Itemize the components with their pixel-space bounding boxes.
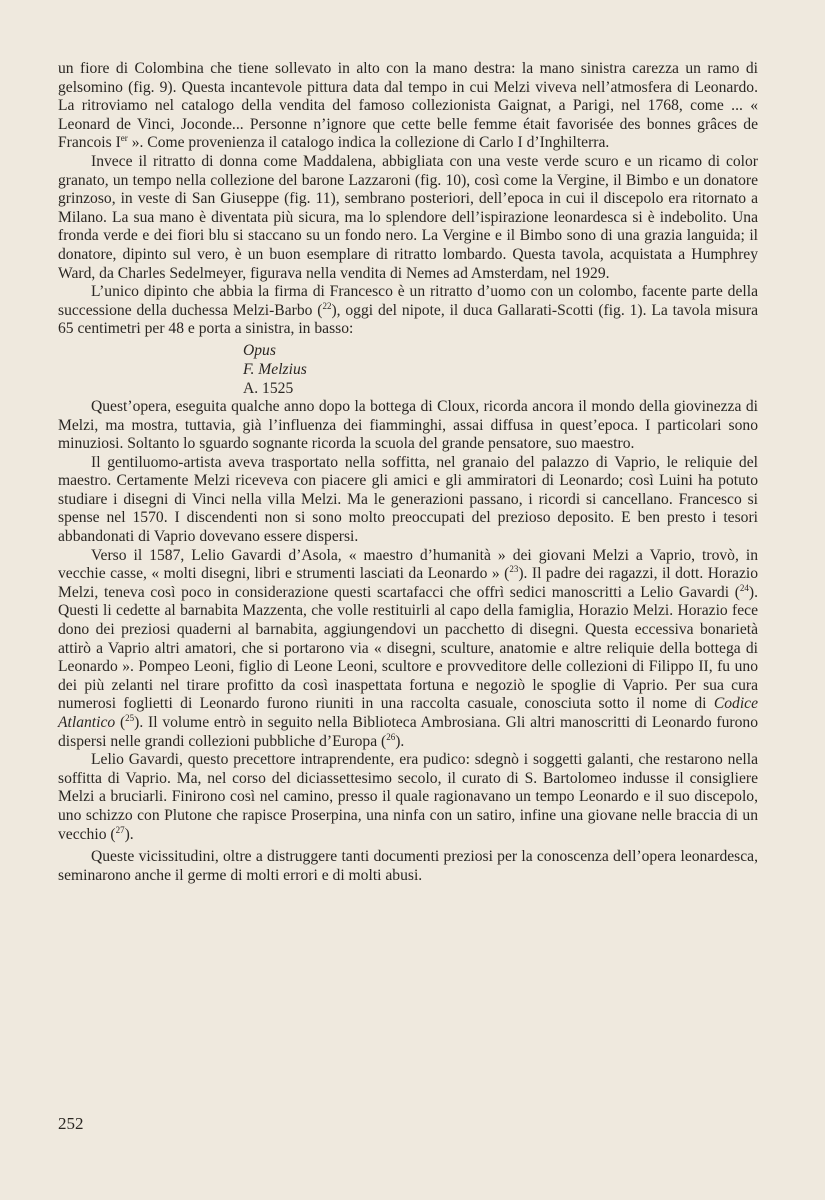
signature-inscription	[58, 341, 758, 398]
page-body	[58, 60, 758, 885]
page-number: 252	[58, 1114, 84, 1133]
codice-atlantico-title: Codice Atlantico	[58, 695, 758, 731]
paragraph-gentiluomo: Il gentiluomo-artista aveva trasportato nella soffitta, nel granaio del palazzo di Vaprio, le reliquie del maestro. Certamente Melzi riceveva con piacere gli amici e gli ammiratori di Leonardo; così Luini ha potuto studiare i disegni di Vinci nella villa Melzi. Ma le generazioni passano, i ricordi si cancellano. Francesco si spense nel 1570. I discendenti non si sono molto preoccupati del prezioso deposito. E ben presto i tesori abbandonati di Vaprio dovevano essere dispersi.	[58, 453, 758, 546]
paragraph-colombina: un fiore di Colombina che tiene sollevato in alto con la mano destra: la mano sinistra carezza un ramo di gelsomino (fig. 9). Questa incantevole pittura data dal tempo in cui Melzi viveva nell’atmosfera di Leonardo. La ritroviamo nel catalogo della vendita del famoso collezionista Gaignat, a Parigi, nel 1768, come ... « Leonard de Vinci, Joconde... Personne n’ignore que cette belle femme était favorisée des bonnes grâces de Francois Ier ». Come provenienza il catalogo indica la collezione di Carlo I d’Inghilterra.	[58, 60, 758, 152]
paragraph-colombo: L’unico dipinto che abbia la firma di Francesco è un ritratto d’uomo con un colombo, facente parte della successione della duchessa Melzi-Barbo ($^{22}$), oggi del nipote, il duca Gallarati-Scotti (fig. 1). La tavola misura 65 centimetri per 48 e porta a sinistra, in basso:	[58, 283, 758, 338]
signature-line-opus: Opus	[243, 341, 276, 359]
paragraph-maddalena: Invece il ritratto di donna come Maddalena, abbigliata con una veste verde scuro e un ricamo di color granato, un tempo nella collezione del barone Lazzaroni (fig. 10), così come la Vergine, il Bimbo e un donatore grinzoso, in veste di San Giuseppe (fig. 11), sembrano posteriori, dell’epoca in cui il discepolo era ritornato a Milano. La sua mano è diventata più sicura, ma lo splendore dell’ispirazione leonardesca si è indebolito. Una fronda verde e dei fiori blu si staccano su un fondo nero. La Vergine e il Bimbo sono di una grazia languida; il donatore, dipinto sul vero, è un buon esemplare di ritratto lombardo. Questa tavola, acquistata a Humphrey Ward, da Charles Sedelmeyer, figurava nella vendita di Nemes ad Amsterdam, nel 1929.	[58, 152, 758, 282]
paragraph-lelio: Lelio Gavardi, questo precettore intraprendente, era pudico: sdegnò i soggetti galanti, che restarono nella soffitta di Vaprio. Ma, nel corso del diciassettesimo secolo, il curato di S. Bartolomeo indusse il consigliere Melzi a bruciarli. Finirono così nel camino, presso il quale ragionavano un tempo Leonardo e il suo discepolo, uno schizzo con Plutone che rapisce Proserpina, una ninfa con un satiro, infine una giovane nelle braccia di un vecchio ($^{27}$).	[58, 751, 758, 843]
paragraph-gavardi: Verso il 1587, Lelio Gavardi d’Asola, « maestro d’humanità » dei giovani Melzi a Vaprio, trovò, in vecchie casse, « molti disegni, libri e strumenti lasciati da Leonardo » ($^{23}$). Il padre dei ragazzi, il dott. Horazio Melzi, teneva così poco in considerazione questi scartafacci che offrì sedici manoscritti a Lelio Gavardi ($^{24}$). Questi li cedette al barnabita Mazzenta, che volle restituirli al capo della famiglia, Horazio Melzi. Horazio fece dono dei preziosi quaderni al barnabita, aggiungendovi un pacchetto di disegni. Questa eccessiva bonarietà attirò a Vaprio altri amatori, che si portarono via « disegni, sculture, anatomie e altre reliquie della bottega di Leonardo ». Pompeo Leoni, figlio di Leone Leoni, scultore e provveditore delle collezioni di Filippo II, fu uno dei più zelanti nel tirare profitto da così inaspettata fortuna e negoziò le spoglie di Vaprio. Per sua cura numerosi foglietti di Leonardo furono riuniti in una raccolta casuale, conosciuta sotto il nome di Codice Atlantico ($^{25}$). Il volume entrò in seguito nella Biblioteca Ambrosiana. Gli altri manoscritti di Leonardo furono dispersi nelle grandi collezioni pubbliche d’Europa ($^{26}$).	[58, 546, 758, 750]
signature-line-name: F. Melzius	[243, 360, 307, 378]
signature-line-year: A. 1525	[243, 379, 294, 397]
paragraph-vicissitudini: Queste vicissitudini, oltre a distruggere tanti documenti preziosi per la conoscenza dell’opera leonardesca, seminarono anche il germe di molti errori e di molti abusi.	[58, 848, 758, 884]
paragraph-quest-opera: Quest’opera, eseguita qualche anno dopo la bottega di Cloux, ricorda ancora il mondo della giovinezza di Melzi, ma mostra, tuttavia, già l’influenza dei fiamminghi, assai diffusa in quest’epoca. I particolari sono minuziosi. Soltanto lo sguardo sognante ricorda la scuola del grande pensatore, suo maestro.	[58, 397, 758, 453]
